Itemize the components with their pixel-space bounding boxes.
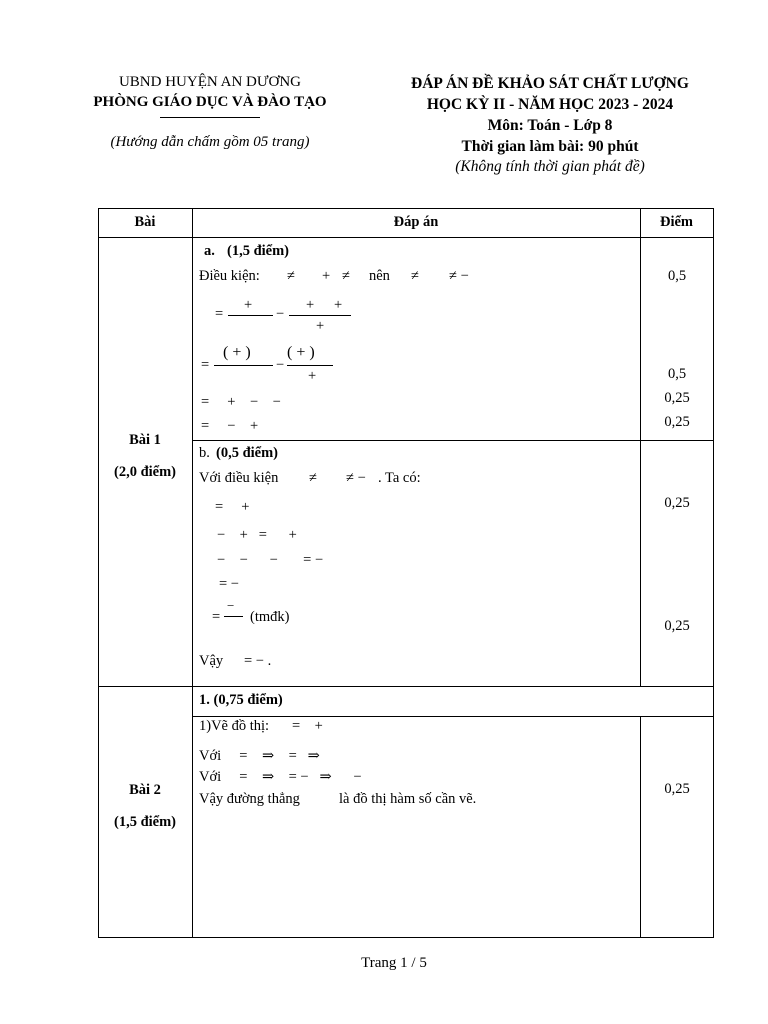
b-line2: − + = +	[217, 527, 297, 543]
part-b-points: (0,5 điểm)	[216, 445, 279, 461]
cond-ne-1: ≠	[287, 268, 295, 284]
bai1-points: (2,0 điểm)	[113, 464, 176, 480]
part-a-label: a.	[204, 243, 215, 259]
semester-year: HỌC KỲ II - NĂM HỌC 2023 - 2024	[426, 96, 674, 113]
subject: Môn: Toán - Lớp 8	[487, 117, 613, 134]
fraction-bar	[214, 365, 273, 366]
a-l3-minus: −	[276, 357, 285, 373]
b-l5-eq: =	[212, 609, 221, 625]
bai2-name: Bài 2	[129, 782, 161, 798]
a-l2-den2: +	[316, 318, 325, 334]
a-line5: = − +	[201, 418, 259, 434]
part-b-condition-label: Với điều kiện	[199, 470, 279, 486]
doc-title: ĐÁP ÁN ĐỀ KHẢO SÁT CHẤT LƯỢNG	[411, 75, 689, 92]
cond-ne-4: ≠ −	[449, 268, 469, 284]
score-a-1: 0,5	[667, 268, 687, 284]
a-l3-num2: ( + )	[287, 344, 315, 361]
bai2-section1-title: 1. (0,75 điểm)	[199, 692, 283, 708]
fraction-bar	[228, 315, 273, 316]
department-name: PHÒNG GIÁO DỤC VÀ ĐÀO TẠO	[93, 94, 327, 110]
b-line3: − − − = −	[217, 552, 324, 568]
exam-duration: Thời gian làm bài: 90 phút	[461, 138, 639, 155]
bai2-points: (1,5 điểm)	[113, 814, 176, 830]
s1-line2: Với = ⇒ = ⇒	[199, 748, 320, 764]
a-l3-den2: +	[308, 368, 317, 384]
cond-plus: +	[322, 268, 331, 284]
a-line4: = + − −	[201, 394, 281, 410]
cond-ne-3: ≠	[411, 268, 419, 284]
score-bai2-1: 0,25	[664, 781, 690, 797]
b-cond-suffix: . Ta có:	[378, 470, 421, 486]
s1-line4-b: là đồ thị hàm số cần vẽ.	[339, 791, 477, 807]
col-header-bai: Bài	[134, 214, 156, 230]
cond-ne-2: ≠	[342, 268, 350, 284]
org-name: UBND HUYỆN AN DƯƠNG	[118, 74, 302, 90]
b-line6-value: = − .	[244, 653, 272, 669]
b-line1: = +	[215, 499, 250, 515]
a-l2-eq: =	[215, 306, 224, 322]
b-cond-ne-1: ≠	[309, 470, 317, 486]
part-a-condition-label: Điều kiện:	[199, 268, 260, 284]
col-header-diem: Điểm	[659, 214, 693, 230]
page-number: Trang 1 / 5	[361, 955, 427, 971]
b-line6-prefix: Vậy	[199, 653, 224, 669]
s1-line1-prefix: 1)Vẽ đồ thị:	[199, 718, 270, 734]
score-a-4: 0,25	[664, 414, 690, 430]
s1-line4-a: Vậy đường thẳng	[199, 791, 300, 807]
b-line4: = −	[219, 576, 239, 592]
a-l2-num2a: +	[306, 297, 315, 313]
bai1-name: Bài 1	[129, 432, 161, 448]
a-l2-minus: −	[276, 306, 285, 322]
header-underline	[160, 117, 260, 118]
col-header-dapan: Đáp án	[393, 214, 439, 230]
score-b-1: 0,25	[664, 495, 690, 511]
page-count-note: (Hướng dẫn chấm gồm 05 trang)	[110, 134, 310, 150]
fraction-bar	[289, 315, 351, 316]
part-a-points: (1,5 điểm)	[227, 243, 290, 259]
score-a-2: 0,5	[667, 366, 687, 382]
score-b-2: 0,25	[664, 618, 690, 634]
b-l5-note: (tmđk)	[250, 609, 290, 625]
b-cond-ne-2: ≠ −	[346, 470, 366, 486]
b-l5-num: −	[227, 598, 235, 613]
s1-line3: Với = ⇒ = − ⇒ −	[199, 769, 362, 785]
fraction-bar	[224, 616, 243, 617]
cond-nen: nên	[369, 268, 390, 284]
fraction-bar	[287, 365, 333, 366]
a-l2-num1: +	[244, 297, 253, 313]
score-a-3: 0,25	[664, 390, 690, 406]
part-b-label: b.	[199, 445, 210, 461]
duration-note: (Không tính thời gian phát đề)	[455, 158, 645, 175]
a-l2-num2b: +	[334, 297, 343, 313]
s1-line1-eq: = +	[292, 718, 323, 734]
a-l3-num1: ( + )	[223, 344, 251, 361]
a-l3-eq: =	[201, 357, 210, 373]
